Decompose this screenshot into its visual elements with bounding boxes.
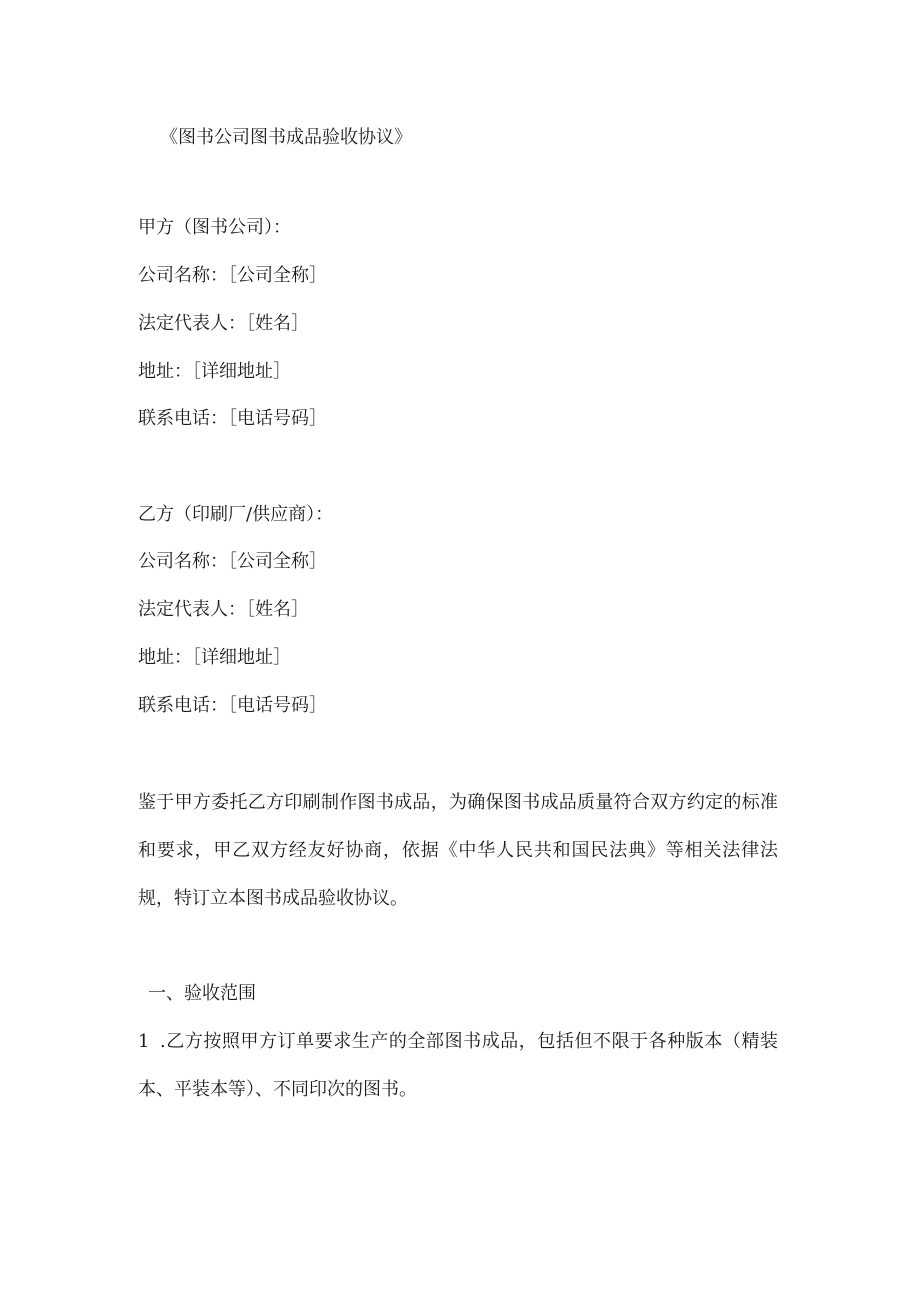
preamble-paragraph: 鉴于甲方委托乙方印刷制作图书成品，为确保图书成品质量符合双方约定的标准和要求，甲乙双方经友好协商，依据《中华人民共和国民法典》等相关法律法规，特订立本图书成品验收协议。 bbox=[138, 792, 778, 909]
section-item-1 bbox=[138, 1018, 778, 1114]
party-b-company-name: 公司名称：［公司全称］ bbox=[138, 551, 327, 572]
party-a-company-name: 公司名称：［公司全称］ bbox=[138, 265, 327, 286]
item-text: .乙方按照甲方订单要求生产的全部图书成品，包括但不限于各种版本（精装本、平装本等）、不同印次的图书。 bbox=[138, 1031, 778, 1100]
party-a-phone: 联系电话：［电话号码］ bbox=[138, 408, 327, 429]
party-a-heading: 甲方（图书公司）： bbox=[138, 217, 291, 238]
party-a-legal-rep: 法定代表人：［姓名］ bbox=[138, 313, 309, 334]
section-heading-acceptance-scope: 一、验收范围 bbox=[148, 983, 256, 1004]
party-a-address: 地址：［详细地址］ bbox=[138, 361, 291, 382]
party-b-heading: 乙方（印刷厂/供应商）： bbox=[138, 504, 334, 525]
party-b-address: 地址：［详细地址］ bbox=[138, 647, 291, 668]
party-b-legal-rep: 法定代表人：［姓名］ bbox=[138, 599, 309, 620]
item-number: 1 bbox=[138, 1031, 150, 1052]
party-b-phone: 联系电话：［电话号码］ bbox=[138, 695, 327, 716]
document-title: 《图书公司图书成品验收协议》 bbox=[160, 127, 412, 148]
